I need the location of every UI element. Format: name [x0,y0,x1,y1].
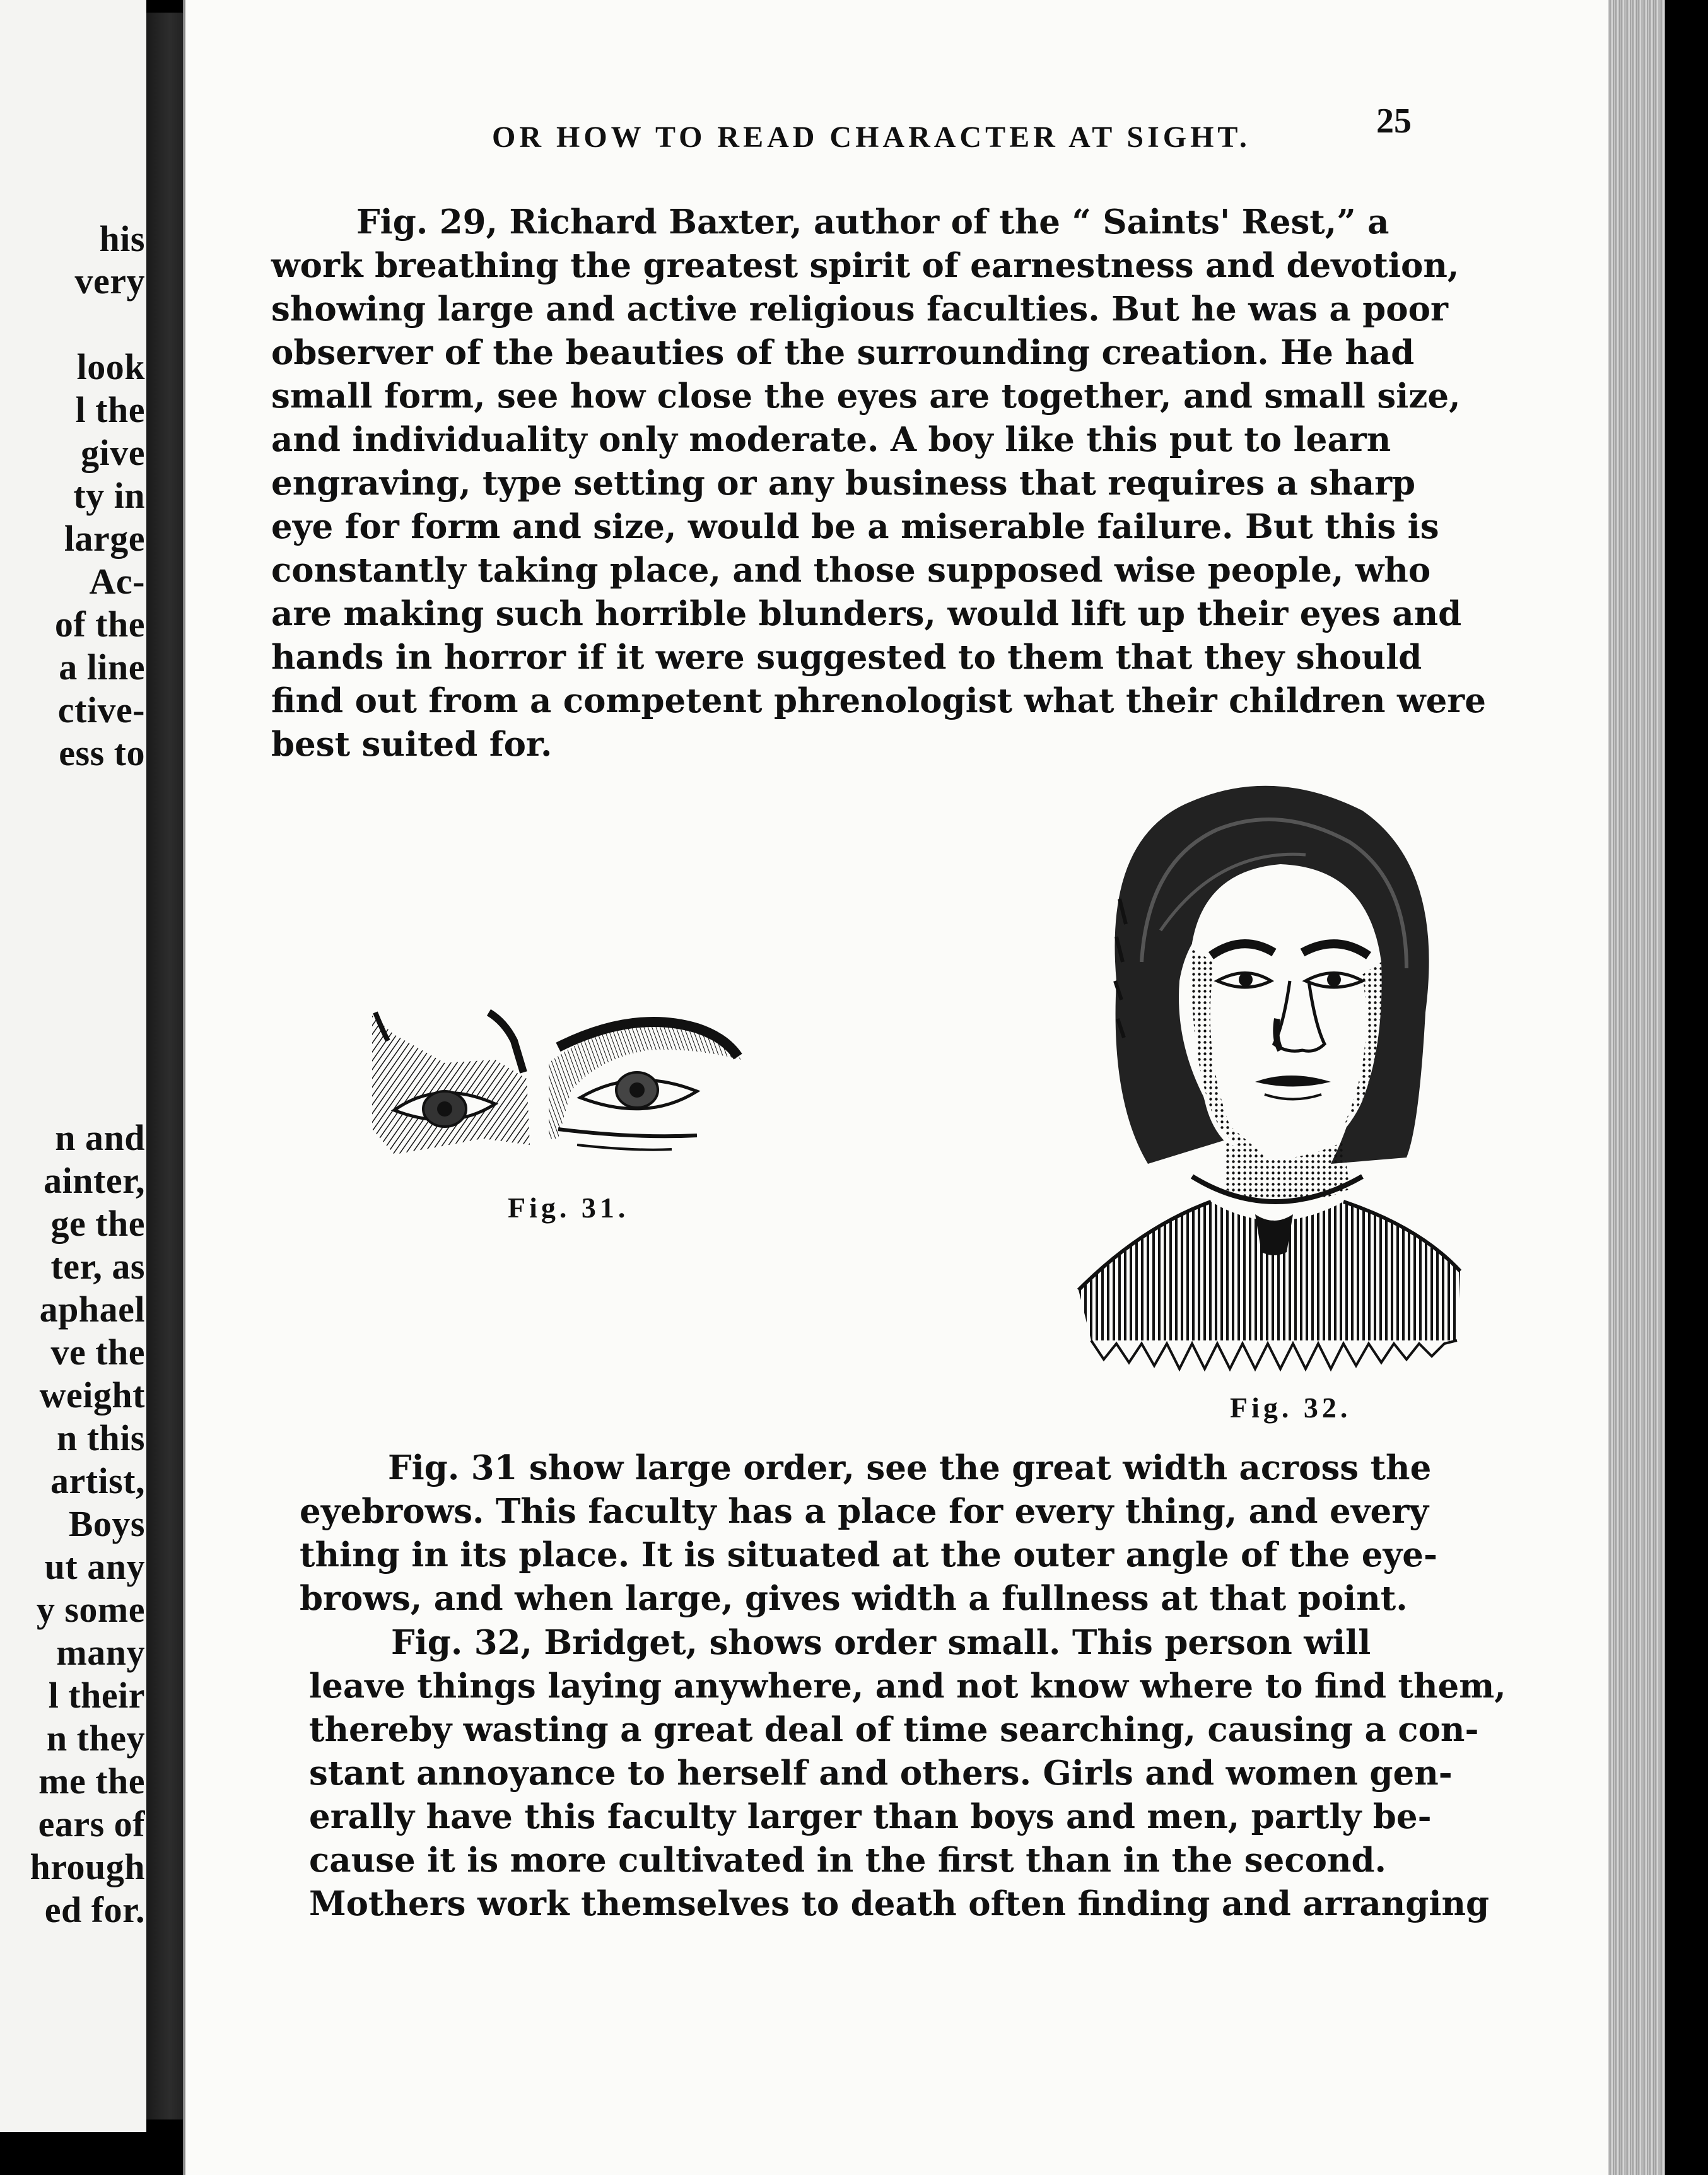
left-page-fragment: weight [39,1375,145,1416]
figure-32 [1066,773,1470,1372]
left-page-fragment: ainter, [44,1160,145,1201]
text-line: are making such horrible blunders, would lift up their eyes and [271,594,1462,633]
text-line: constantly taking place, and those supposed wise people, who [271,551,1431,590]
left-page-fragment: aphael [39,1289,145,1330]
left-page-fragment: ge the [50,1203,145,1244]
text-line: and individuality only moderate. A boy like this put to learn [271,420,1391,459]
left-page-fragment: n they [46,1718,145,1759]
text-line: thing in its place. It is situated at the outer angle of the eye- [300,1535,1438,1574]
left-page-fragment: very [74,261,145,302]
text-line: cause it is more cultivated in the first than in the second. [309,1841,1386,1880]
left-page-fragment: ut any [44,1546,145,1587]
running-head: OR HOW TO READ CHARACTER AT SIGHT. [492,120,1251,154]
left-facing-page [0,0,146,2132]
eyes-engraving-icon [369,1003,747,1167]
figure-31 [369,1003,747,1167]
page-number: 25 [1376,102,1412,141]
paragraph-3 [309,1621,1506,1926]
left-page-fragment: Ac- [89,561,145,602]
text-line: work breathing the greatest spirit of earnestness and devotion, [271,246,1459,285]
text-line: small form, see how close the eyes are together, and small size, [271,377,1461,416]
paragraph-1 [271,201,1486,766]
left-page-fragment: l the [75,389,145,430]
text-line: best suited for. [271,725,553,764]
page-edges-shadow [1665,0,1708,2175]
text-line: brows, and when large, gives width a fullness at that point. [300,1579,1408,1618]
left-page-fragment: ctive- [57,689,145,730]
left-page-fragment: ve the [50,1332,145,1373]
text-line: Mothers work themselves to death often finding and arranging [309,1884,1490,1923]
text-line: Fig. 32, Bridget, shows order small. This person will [391,1623,1371,1662]
left-page-fragment: many [56,1632,145,1673]
left-page-fragment: hrough [30,1846,145,1887]
left-page-fragment: me the [38,1761,145,1802]
text-line: showing large and active religious faculties. But he was a poor [271,290,1448,329]
text-line: leave things laying anywhere, and not know where to find them, [309,1667,1506,1706]
portrait-engraving-icon [1066,773,1470,1372]
left-page-fragment: his [99,218,145,259]
left-page-fragment: ess to [59,732,145,773]
text-line: eye for form and size, would be a miserable failure. But this is [271,507,1439,546]
left-page-fragment: ter, as [50,1246,145,1287]
left-page-fragment: Boys [68,1503,145,1544]
text-line: engraving, type setting or any business that requires a sharp [271,464,1416,503]
text-line: Fig. 31 show large order, see the great width across the [388,1448,1432,1487]
left-page-fragment: of the [54,604,145,645]
left-page-fragment: l their [48,1675,145,1716]
text-line: stant annoyance to herself and others. Girls and women gen- [309,1754,1453,1793]
text-line: hands in horror if it were suggested to them that they should [271,638,1422,677]
left-page-fragment: give [81,432,145,473]
left-page-fragment: artist, [50,1460,145,1501]
left-page-fragment: large [64,518,145,559]
paragraph-2 [300,1446,1437,1621]
text-line: find out from a competent phrenologist what their children were [271,681,1486,720]
figure-31-caption: Fig. 31. [508,1192,629,1224]
figure-32-caption: Fig. 32. [1230,1392,1352,1424]
text-line: thereby wasting a great deal of time searching, causing a con- [309,1710,1479,1749]
left-page-fragment: n and [55,1117,145,1158]
left-page-fragment: look [76,346,145,387]
text-line: observer of the beauties of the surrounding creation. He had [271,333,1415,372]
left-page-fragment: y some [36,1589,145,1630]
left-page-fragment: a line [59,647,145,688]
left-page-fragment: ears of [38,1803,145,1844]
text-line: erally have this faculty larger than boys and men, partly be- [309,1797,1432,1836]
text-line: eyebrows. This faculty has a place for every thing, and every [300,1492,1429,1531]
left-page-fragment: n this [56,1417,145,1458]
left-page-fragment: ty in [73,475,145,516]
left-page-fragment: ed for. [44,1889,145,1930]
text-line: Fig. 29, Richard Baxter, author of the “ Saints' Rest,” a [356,202,1389,242]
